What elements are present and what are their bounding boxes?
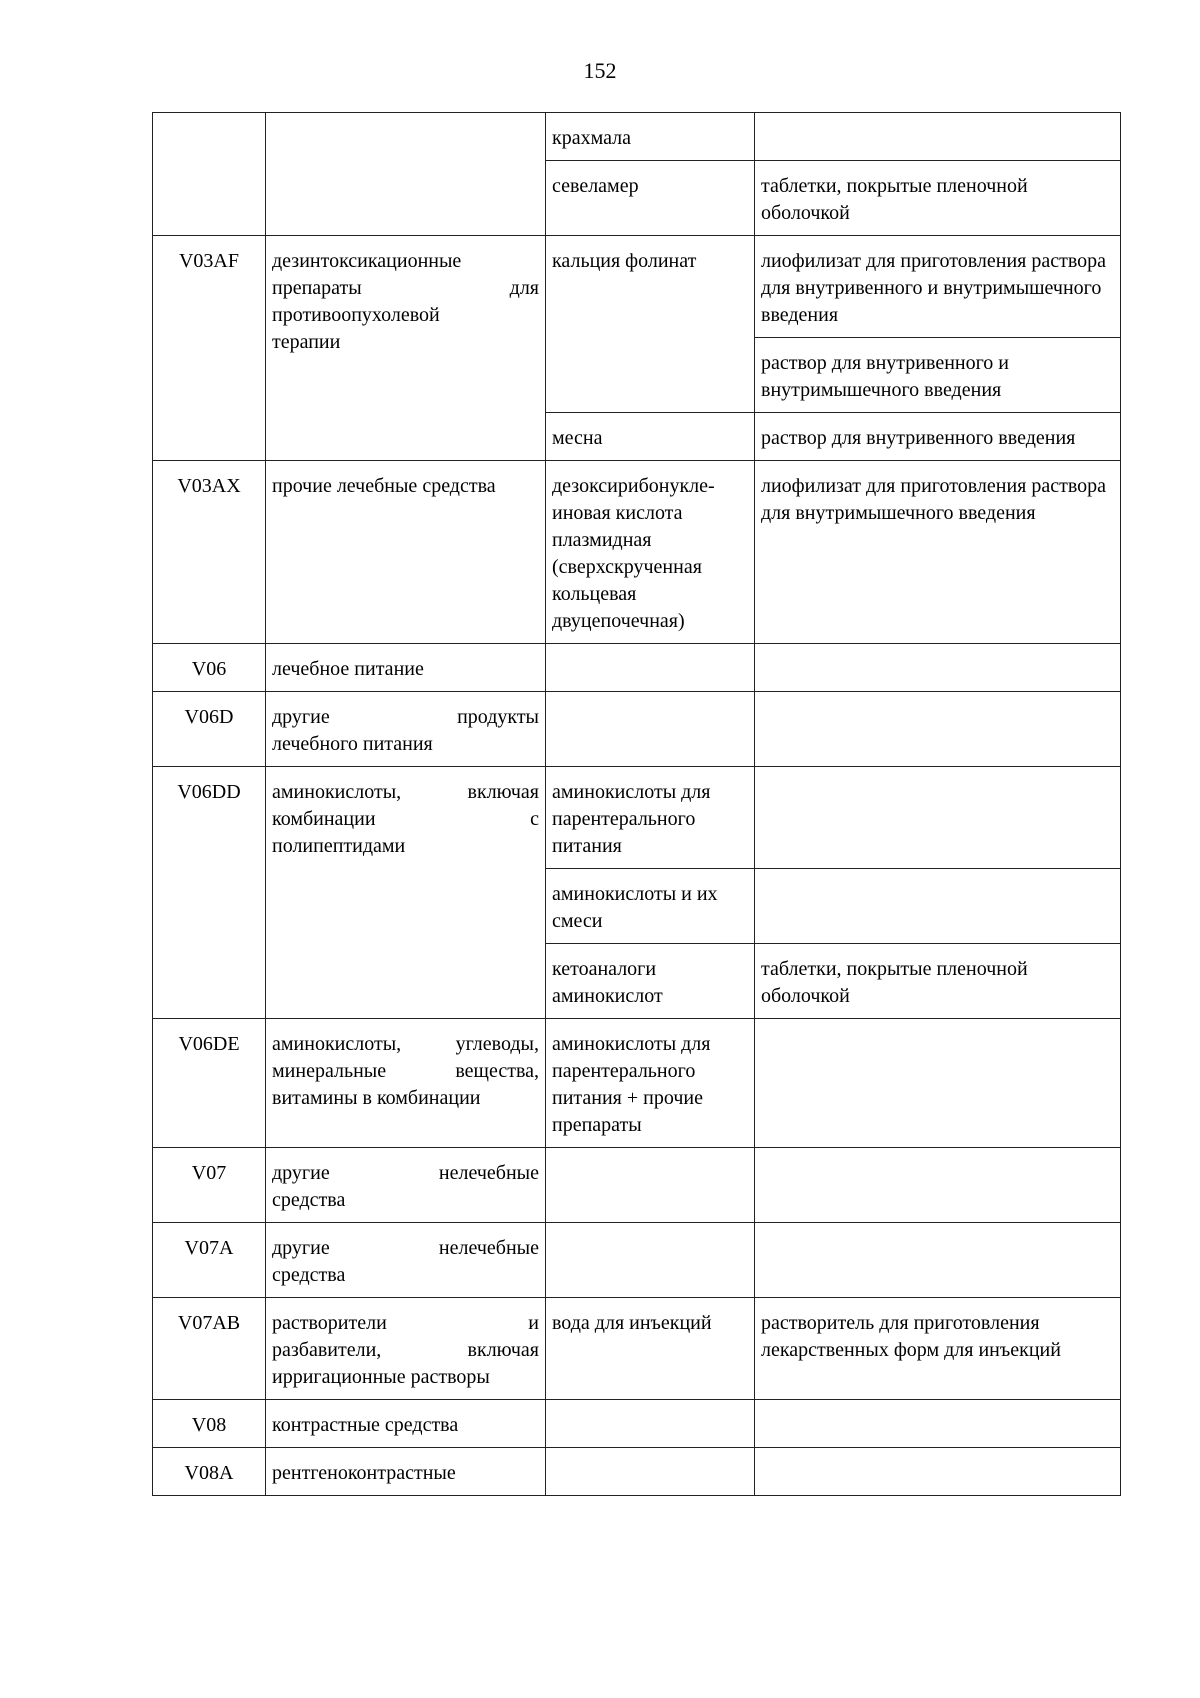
substance-cell: [546, 1448, 755, 1496]
substance-cell: [546, 1223, 755, 1298]
code-cell: [153, 113, 266, 236]
table-row: [153, 113, 1121, 161]
table-row: [153, 1148, 1121, 1223]
group-cell: другие нелечебные средства: [266, 1148, 546, 1223]
form-cell: [755, 1400, 1121, 1448]
substance-cell: севеламер: [546, 161, 755, 236]
substance-cell: кетоаналоги аминокислот: [546, 944, 755, 1019]
form-cell: [755, 1223, 1121, 1298]
drug-table: [152, 112, 1121, 1496]
substance-cell: месна: [546, 413, 755, 461]
group-cell: другие нелечебные средства: [266, 1223, 546, 1298]
group-cell: рентгеноконтрастные: [266, 1448, 546, 1496]
form-cell: [755, 113, 1121, 161]
code-cell: V06DD: [153, 767, 266, 1019]
group-cell: прочие лечебные средства: [266, 461, 546, 644]
code-cell: V03AF: [153, 236, 266, 461]
group-cell: аминокислоты, углеводы, минеральные вещества, витамины в комбинации: [266, 1019, 546, 1148]
form-cell: раствор для внутривенного введения: [755, 413, 1121, 461]
form-cell: [755, 1448, 1121, 1496]
group-cell: [266, 113, 546, 236]
form-cell: растворитель для приготовления лекарственных форм для инъекций: [755, 1298, 1121, 1400]
form-cell: таблетки, покрытые пленочной оболочкой: [755, 944, 1121, 1019]
code-cell: V07AB: [153, 1298, 266, 1400]
form-cell: таблетки, покрытые пленочной оболочкой: [755, 161, 1121, 236]
substance-cell: крахмала: [546, 113, 755, 161]
substance-cell: аминокислоты для парентерального питания: [546, 767, 755, 869]
table-row: [153, 236, 1121, 338]
group-cell: растворители и разбавители, включая ирригационные растворы: [266, 1298, 546, 1400]
form-cell: раствор для внутривенного и внутримышечного введения: [755, 338, 1121, 413]
substance-cell: [546, 644, 755, 692]
code-cell: V03AX: [153, 461, 266, 644]
form-cell: [755, 692, 1121, 767]
group-cell: аминокислоты, включая комбинации с полипептидами: [266, 767, 546, 1019]
form-cell: [755, 869, 1121, 944]
code-cell: V07: [153, 1148, 266, 1223]
code-cell: V07A: [153, 1223, 266, 1298]
code-cell: V06DE: [153, 1019, 266, 1148]
table-row: [153, 644, 1121, 692]
form-cell: лиофилизат для приготовления раствора для внутривенного и внутримышечного введения: [755, 236, 1121, 338]
substance-cell: аминокислоты и их смеси: [546, 869, 755, 944]
group-cell: лечебное питание: [266, 644, 546, 692]
form-cell: [755, 767, 1121, 869]
form-cell: [755, 1019, 1121, 1148]
code-cell: V06: [153, 644, 266, 692]
substance-cell: дезоксирибонукле-иновая кислота плазмидная (сверхскрученная кольцевая двуцепочечная): [546, 461, 755, 644]
substance-cell: [546, 1400, 755, 1448]
table-row: [153, 692, 1121, 767]
form-cell: [755, 644, 1121, 692]
substance-cell: [546, 692, 755, 767]
group-cell: контрастные средства: [266, 1400, 546, 1448]
table-row: [153, 1400, 1121, 1448]
table-row: [153, 1298, 1121, 1400]
page-number: 152: [583, 58, 617, 83]
code-cell: V06D: [153, 692, 266, 767]
code-cell: V08A: [153, 1448, 266, 1496]
table-row: [153, 1223, 1121, 1298]
substance-cell: кальция фолинат: [546, 236, 755, 413]
form-cell: лиофилизат для приготовления раствора для внутримышечного введения: [755, 461, 1121, 644]
group-cell: другие продукты лечебного питания: [266, 692, 546, 767]
substance-cell: аминокислоты для парентерального питания + прочие препараты: [546, 1019, 755, 1148]
table-row: [153, 1019, 1121, 1148]
code-cell: V08: [153, 1400, 266, 1448]
substance-cell: [546, 1148, 755, 1223]
group-cell: дезинтоксикационные препараты для противоопухолевой терапии: [266, 236, 546, 461]
table-row: [153, 1448, 1121, 1496]
table-row: [153, 767, 1121, 869]
form-cell: [755, 1148, 1121, 1223]
substance-cell: вода для инъекций: [546, 1298, 755, 1400]
table-row: [153, 461, 1121, 644]
